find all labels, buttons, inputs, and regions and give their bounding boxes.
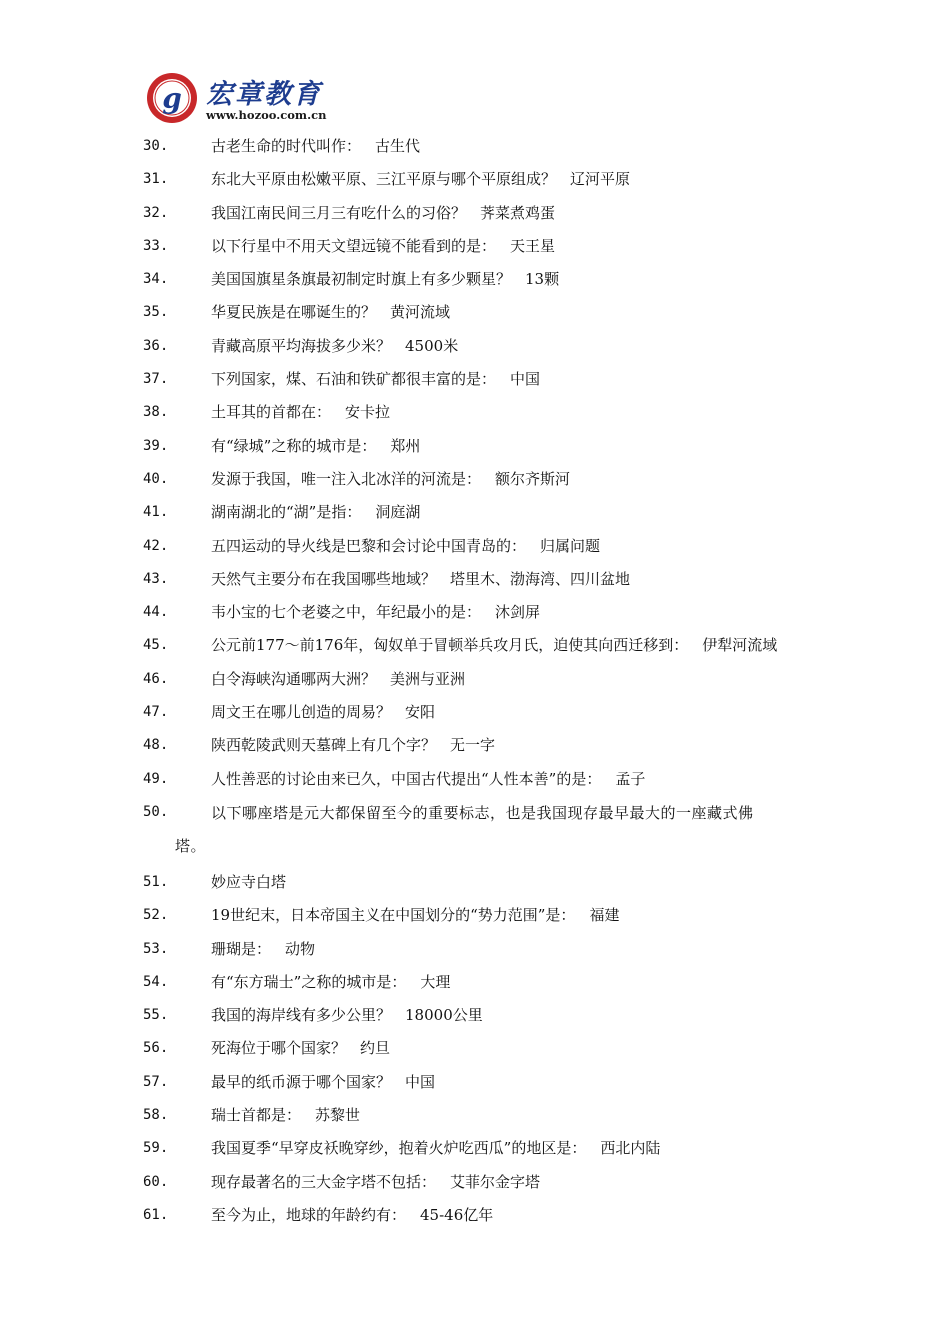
list-item bbox=[143, 934, 833, 967]
item-text bbox=[211, 464, 570, 494]
item-number: 41. bbox=[143, 504, 169, 521]
item-answer: 美洲与亚洲 bbox=[390, 669, 466, 688]
brand-website: www.hozoo.com.cn bbox=[206, 108, 327, 122]
list-item bbox=[143, 1067, 833, 1100]
item-answer: 额尔齐斯河 bbox=[495, 469, 571, 488]
item-answer: 洞庭湖 bbox=[375, 503, 421, 522]
item-question: 以下哪座塔是元大都保留至今的重要标志，也是我国现存最早最大的一座藏式佛 bbox=[211, 803, 754, 822]
item-text bbox=[211, 164, 630, 194]
item-text bbox=[211, 364, 540, 394]
item-question: 华夏民族是在哪诞生的？ bbox=[211, 303, 377, 322]
list-item bbox=[143, 531, 833, 564]
item-number: 32. bbox=[143, 204, 169, 221]
item-text bbox=[211, 264, 559, 294]
item-answer: 安卡拉 bbox=[345, 403, 391, 422]
item-number: 45. bbox=[143, 637, 169, 654]
item-answer: 孟子 bbox=[615, 769, 646, 788]
item-answer: 安阳 bbox=[405, 703, 436, 722]
item-number: 56. bbox=[143, 1040, 169, 1057]
list-item bbox=[143, 1200, 833, 1233]
item-answer: 伊犁河流域 bbox=[702, 636, 778, 655]
list-item bbox=[143, 664, 833, 697]
item-text bbox=[211, 397, 390, 427]
item-number: 54. bbox=[143, 973, 169, 990]
item-question: 公元前177～前176年，匈奴单于冒顿举兵攻月氏，迫使其向西迁移到： bbox=[211, 636, 689, 655]
item-answer: 中国 bbox=[405, 1072, 436, 1091]
item-text bbox=[211, 1200, 493, 1230]
item-answer: 动物 bbox=[285, 939, 316, 958]
item-text bbox=[211, 231, 555, 261]
item-text bbox=[211, 331, 458, 361]
list-item bbox=[143, 1100, 833, 1133]
item-question: 湖南湖北的“湖”是指： bbox=[211, 503, 362, 522]
item-number: 49. bbox=[143, 770, 169, 787]
list-item bbox=[143, 697, 833, 730]
item-number: 48. bbox=[143, 737, 169, 754]
list-item bbox=[143, 131, 833, 164]
list-item bbox=[143, 297, 833, 330]
item-text bbox=[211, 1033, 390, 1063]
item-number: 35. bbox=[143, 304, 169, 321]
list-item bbox=[143, 764, 833, 797]
list-item bbox=[143, 364, 833, 397]
item-number: 39. bbox=[143, 437, 169, 454]
item-answer: 古生代 bbox=[375, 137, 421, 155]
item-number: 60. bbox=[143, 1173, 169, 1190]
item-question: 我国夏季“早穿皮袄晚穿纱，抱着火炉吃西瓜”的地区是： bbox=[211, 1139, 587, 1158]
item-question: 土耳其的首都在： bbox=[211, 403, 332, 422]
item-answer: 13颗 bbox=[525, 270, 560, 289]
item-question: 美国国旗星条旗最初制定时旗上有多少颗星？ bbox=[211, 270, 512, 289]
list-item bbox=[143, 630, 833, 663]
item-number: 31. bbox=[143, 171, 169, 188]
list-item bbox=[143, 331, 833, 364]
list-item bbox=[143, 464, 833, 497]
list-item bbox=[143, 497, 833, 530]
item-text bbox=[211, 934, 315, 964]
item-number: 34. bbox=[143, 271, 169, 288]
item-number: 52. bbox=[143, 907, 169, 924]
item-answer: 福建 bbox=[589, 906, 620, 925]
item-text bbox=[211, 630, 777, 660]
item-question: 发源于我国，唯一注入北冰洋的河流是： bbox=[211, 469, 482, 488]
item-question: 现存最著名的三大金字塔不包括： bbox=[211, 1172, 437, 1191]
item-answer: 荠菜煮鸡蛋 bbox=[480, 203, 556, 222]
brand-logo bbox=[140, 68, 380, 132]
item-question: 韦小宝的七个老婆之中，年纪最小的是： bbox=[211, 603, 482, 622]
item-answer: 45-46亿年 bbox=[420, 1205, 494, 1224]
list-item bbox=[143, 231, 833, 264]
item-text bbox=[211, 564, 630, 594]
item-answer: 苏黎世 bbox=[315, 1106, 361, 1125]
item-answer: 归属问题 bbox=[540, 536, 601, 555]
item-text bbox=[211, 1100, 360, 1130]
item-answer: 辽河平原 bbox=[570, 170, 631, 189]
item-question: 古老生命的时代叫作： bbox=[211, 137, 362, 155]
item-question: 东北大平原由松嫩平原、三江平原与哪个平原组成？ bbox=[211, 170, 557, 189]
item-answer: 约旦 bbox=[360, 1039, 391, 1058]
list-item bbox=[143, 867, 833, 900]
item-question: 周文王在哪儿创造的周易？ bbox=[211, 703, 392, 722]
item-number: 33. bbox=[143, 237, 169, 254]
item-text bbox=[211, 1167, 540, 1197]
list-item bbox=[143, 1167, 833, 1200]
item-text bbox=[211, 730, 495, 760]
item-text bbox=[211, 131, 420, 161]
brand-name: 宏章教育 bbox=[206, 79, 322, 110]
item-question: 我国的海岸线有多少公里？ bbox=[211, 1006, 392, 1025]
item-text bbox=[211, 697, 435, 727]
item-answer: 天王星 bbox=[510, 236, 556, 255]
list-item bbox=[143, 597, 833, 630]
item-text bbox=[211, 764, 645, 794]
item-answer: 西北内陆 bbox=[600, 1139, 661, 1158]
item-text bbox=[211, 664, 465, 694]
item-number: 43. bbox=[143, 570, 169, 587]
item-answer: 4500米 bbox=[405, 336, 459, 355]
item-number: 37. bbox=[143, 371, 169, 388]
list-item bbox=[143, 1000, 833, 1033]
item-number: 59. bbox=[143, 1140, 169, 1157]
item-question: 天然气主要分布在我国哪些地域？ bbox=[211, 569, 437, 588]
item-text bbox=[211, 967, 450, 997]
item-number: 57. bbox=[143, 1073, 169, 1090]
item-question: 19世纪末，日本帝国主义在中国划分的“势力范围”是： bbox=[211, 906, 576, 925]
list-item bbox=[143, 264, 833, 297]
item-number: 38. bbox=[143, 404, 169, 421]
item-question: 瑞士首都是： bbox=[211, 1106, 302, 1125]
item-answer: 塔里木、渤海湾、四川盆地 bbox=[450, 569, 631, 588]
list-item bbox=[143, 397, 833, 430]
item-answer: 黄河流域 bbox=[390, 303, 451, 322]
item-number: 53. bbox=[143, 940, 169, 957]
item-question: 最早的纸币源于哪个国家？ bbox=[211, 1072, 392, 1091]
item-number: 47. bbox=[143, 704, 169, 721]
item-question: 珊瑚是： bbox=[211, 939, 272, 958]
item-text bbox=[211, 497, 420, 527]
item-question: 人性善恶的讨论由来已久，中国古代提出“人性本善”的是： bbox=[211, 769, 602, 788]
item-question: 白令海峡沟通哪两大洲？ bbox=[211, 669, 377, 688]
item-number: 55. bbox=[143, 1007, 169, 1024]
item-question: 陕西乾陵武则天墓碑上有几个字？ bbox=[211, 736, 437, 755]
item-question: 青藏高原平均海拔多少米？ bbox=[211, 336, 392, 355]
item-number: 51. bbox=[143, 873, 169, 890]
list-item bbox=[143, 1133, 833, 1166]
list-item bbox=[143, 431, 833, 464]
item-text bbox=[175, 797, 811, 863]
item-question: 下列国家，煤、石油和铁矿都很丰富的是： bbox=[211, 370, 497, 389]
item-text bbox=[211, 297, 450, 327]
hozoo-logo-icon bbox=[146, 72, 198, 124]
item-number: 42. bbox=[143, 537, 169, 554]
item-number: 58. bbox=[143, 1107, 169, 1124]
item-text bbox=[211, 531, 600, 561]
item-number: 30. bbox=[143, 138, 169, 154]
question-list bbox=[143, 131, 833, 1233]
item-text bbox=[211, 431, 420, 461]
item-answer: 18000公里 bbox=[405, 1006, 483, 1025]
item-number: 61. bbox=[143, 1206, 169, 1223]
list-item bbox=[143, 730, 833, 763]
list-item bbox=[143, 164, 833, 197]
item-question: 有“绿城”之称的城市是： bbox=[211, 436, 377, 455]
item-question: 五四运动的导火线是巴黎和会讨论中国青岛的： bbox=[211, 536, 527, 555]
item-number: 44. bbox=[143, 604, 169, 621]
logo-letter: g bbox=[162, 82, 182, 115]
item-number: 50. bbox=[143, 803, 169, 820]
item-question: 有“东方瑞士”之称的城市是： bbox=[211, 972, 407, 991]
item-question: 我国江南民间三月三有吃什么的习俗？ bbox=[211, 203, 467, 222]
item-answer: 艾菲尔金字塔 bbox=[450, 1172, 541, 1191]
item-text bbox=[211, 1133, 660, 1163]
item-question: 妙应寺白塔 bbox=[211, 872, 287, 891]
item-text bbox=[211, 867, 286, 897]
item-answer: 郑州 bbox=[390, 436, 421, 455]
list-item bbox=[143, 564, 833, 597]
item-question: 至今为止，地球的年龄约有： bbox=[211, 1205, 407, 1224]
item-text bbox=[211, 1000, 483, 1030]
item-question-continuation: 塔。 bbox=[175, 836, 207, 855]
item-question: 死海位于哪个国家？ bbox=[211, 1039, 347, 1058]
item-number: 40. bbox=[143, 470, 169, 487]
item-text bbox=[211, 900, 619, 930]
item-number: 46. bbox=[143, 670, 169, 687]
item-answer: 沐剑屏 bbox=[495, 603, 541, 622]
list-item bbox=[143, 900, 833, 933]
item-text bbox=[211, 198, 555, 228]
item-answer: 中国 bbox=[510, 370, 541, 389]
item-answer: 无一字 bbox=[450, 736, 496, 755]
list-item bbox=[143, 967, 833, 1000]
item-text bbox=[211, 1067, 435, 1097]
list-item bbox=[143, 1033, 833, 1066]
list-item bbox=[143, 797, 833, 867]
list-item bbox=[143, 198, 833, 231]
item-answer: 大理 bbox=[420, 972, 451, 991]
item-text bbox=[211, 597, 540, 627]
item-number: 36. bbox=[143, 337, 169, 354]
item-question: 以下行星中不用天文望远镜不能看到的是： bbox=[211, 236, 497, 255]
